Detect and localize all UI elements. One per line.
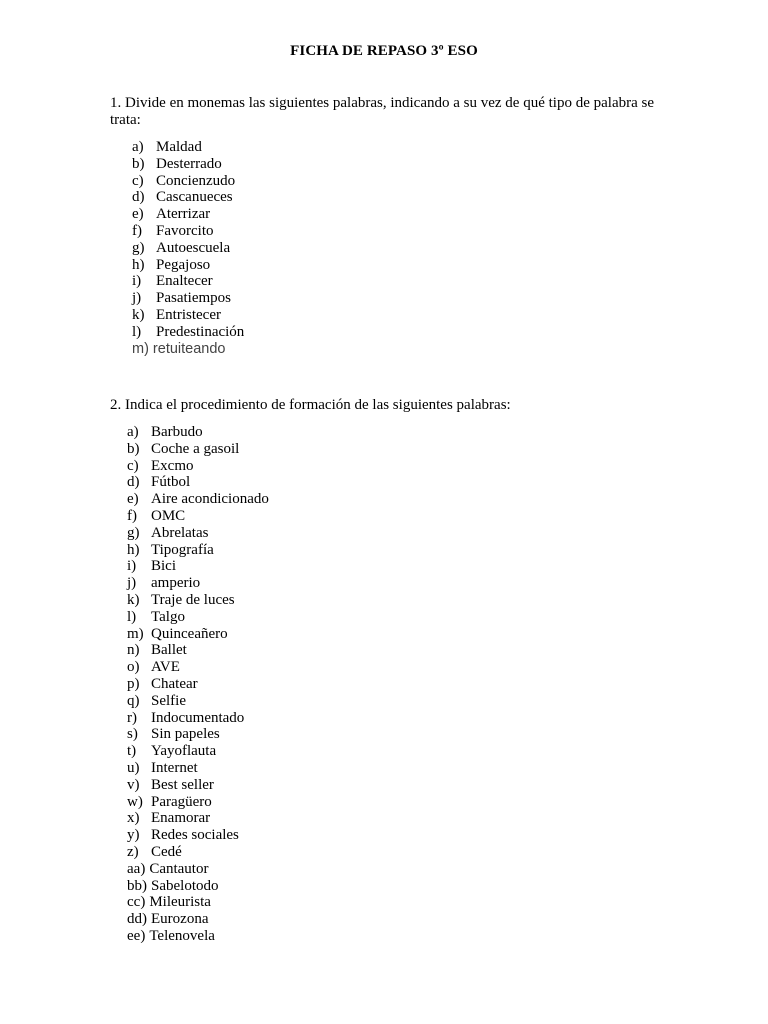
item-letter: g): [127, 524, 140, 541]
item-letter: t): [127, 743, 137, 760]
item-letter: m): [127, 625, 144, 642]
list-item: [127, 760, 269, 777]
list-item: [127, 558, 269, 575]
item-word: Aterrizar: [156, 206, 211, 223]
item-letter: ee): [127, 927, 146, 944]
item-word: Enamorar: [151, 810, 211, 827]
item-word: Cantautor: [149, 860, 209, 877]
item-letter: w): [127, 793, 143, 810]
item-letter: x): [127, 810, 140, 827]
item-word: Fútbol: [151, 474, 191, 491]
list-item: [132, 290, 244, 307]
item-word: Cedé: [151, 843, 182, 860]
list-item: [127, 626, 269, 643]
item-word: Selfie: [151, 692, 186, 709]
list-item: [127, 642, 269, 659]
item-word: Predestinación: [156, 323, 245, 340]
item-word: OMC: [151, 507, 186, 524]
item-word: Pegajoso: [156, 256, 211, 273]
item-letter: k): [127, 591, 140, 608]
item-letter: g): [132, 239, 145, 256]
list-item: [127, 726, 269, 743]
item-letter: i): [132, 273, 142, 290]
list-item: [127, 827, 269, 844]
item-letter: m): [132, 340, 149, 357]
list-item: [127, 609, 269, 626]
item-letter: z): [127, 843, 139, 860]
item-word: Internet: [151, 759, 198, 776]
item-letter: u): [127, 759, 140, 776]
item-word: Concienzudo: [156, 172, 236, 189]
item-word: Maldad: [156, 139, 202, 155]
item-word: AVE: [151, 659, 180, 676]
item-word: Cascanueces: [156, 189, 233, 206]
list-item: [132, 223, 244, 240]
list-item: [127, 878, 269, 895]
list-item: [127, 458, 269, 475]
item-word: Entristecer: [156, 306, 221, 323]
item-letter: j): [127, 575, 137, 592]
item-letter: dd): [127, 911, 147, 928]
item-letter: r): [127, 709, 137, 726]
list-item: [132, 240, 244, 257]
item-word: Traje de luces: [151, 591, 235, 608]
item-word: Best seller: [151, 776, 214, 793]
item-letter: f): [132, 222, 142, 239]
item-letter: h): [132, 256, 145, 273]
list-item: [132, 156, 244, 173]
item-word: Sabelotodo: [151, 877, 219, 894]
item-letter: h): [127, 541, 140, 558]
item-letter: l): [127, 608, 137, 625]
item-letter: e): [132, 206, 144, 223]
item-word: Sin papeles: [151, 726, 220, 743]
item-word: Quinceañero: [151, 625, 228, 642]
item-letter: bb): [127, 877, 147, 894]
item-letter: c): [127, 457, 139, 474]
list-item: [127, 508, 269, 525]
question-2-list: [127, 424, 269, 945]
item-word: Eurozona: [151, 911, 209, 928]
list-item: [127, 794, 269, 811]
item-word: Ballet: [151, 642, 187, 659]
list-item: [127, 592, 269, 609]
item-word: Coche a gasoil: [151, 440, 240, 457]
item-letter: aa): [127, 860, 146, 877]
item-word: Excmo: [151, 457, 194, 474]
list-item: [127, 676, 269, 693]
list-item: [127, 861, 269, 878]
list-item: [127, 693, 269, 710]
list-item: [127, 928, 269, 945]
item-word: Redes sociales: [151, 827, 239, 844]
item-word: Bici: [151, 558, 176, 575]
item-word: Mileurista: [149, 894, 211, 911]
item-letter: l): [132, 323, 142, 340]
item-word: Abrelatas: [151, 524, 209, 541]
item-letter: y): [127, 827, 140, 844]
list-item: [132, 139, 244, 156]
item-letter: b): [127, 440, 140, 457]
item-word: Yayoflauta: [151, 743, 217, 760]
item-word: Autoescuela: [156, 239, 231, 256]
list-item: [127, 710, 269, 727]
item-letter: d): [132, 189, 145, 206]
list-item: [132, 173, 244, 190]
item-word: Desterrado: [156, 155, 222, 172]
item-word: Aire acondicionado: [151, 491, 269, 508]
item-letter: j): [132, 290, 142, 307]
item-word: Enaltecer: [156, 273, 213, 290]
list-item: [132, 189, 244, 206]
question-1-list: [132, 139, 244, 357]
item-letter: b): [132, 155, 145, 172]
page-title: FICHA DE REPASO 3º ESO: [290, 43, 478, 59]
list-item: [127, 441, 269, 458]
list-item: [127, 491, 269, 508]
list-item: [127, 542, 269, 559]
question-2-text: 2. Indica el procedimiento de formación de las siguientes palabras:: [110, 397, 511, 413]
list-item: [127, 424, 269, 441]
item-letter: k): [132, 306, 145, 323]
list-item: [132, 257, 244, 274]
list-item: [127, 777, 269, 794]
item-word: Talgo: [151, 608, 185, 625]
item-letter: n): [127, 642, 140, 659]
item-word: retuiteando: [152, 340, 226, 357]
item-letter: p): [127, 675, 140, 692]
list-item: [127, 844, 269, 861]
list-item: [132, 206, 244, 223]
item-letter: cc): [127, 894, 146, 911]
list-item: [127, 525, 269, 542]
item-letter: o): [127, 659, 140, 676]
list-item: [127, 575, 269, 592]
item-letter: i): [127, 558, 137, 575]
item-word: Chatear: [151, 675, 198, 692]
item-letter: e): [127, 491, 139, 508]
item-word: Barbudo: [151, 424, 203, 440]
item-letter: c): [132, 172, 144, 189]
item-word: Paragüero: [151, 793, 212, 810]
list-item: [127, 810, 269, 827]
item-word: Telenovela: [149, 927, 215, 944]
item-letter: v): [127, 776, 140, 793]
item-letter: s): [127, 726, 138, 743]
list-item: [132, 273, 244, 290]
item-word: Pasatiempos: [156, 290, 231, 307]
list-item: [127, 743, 269, 760]
list-item: [132, 324, 244, 341]
list-item: [127, 894, 269, 911]
item-word: Indocumentado: [151, 709, 245, 726]
item-word: amperio: [151, 575, 201, 592]
item-letter: f): [127, 507, 137, 524]
item-letter: d): [127, 474, 140, 491]
item-letter: q): [127, 692, 140, 709]
item-letter: a): [132, 139, 144, 155]
item-word: Tipografía: [151, 541, 214, 558]
list-item: [127, 659, 269, 676]
list-item: [132, 341, 244, 358]
list-item: [132, 307, 244, 324]
question-1-text: 1. Divide en monemas las siguientes palabras, indicando a su vez de qué tipo de palabra se trata:: [110, 95, 654, 128]
item-word: Favorcito: [156, 222, 214, 239]
item-letter: a): [127, 424, 139, 440]
list-item: [127, 474, 269, 491]
list-item: [127, 911, 269, 928]
